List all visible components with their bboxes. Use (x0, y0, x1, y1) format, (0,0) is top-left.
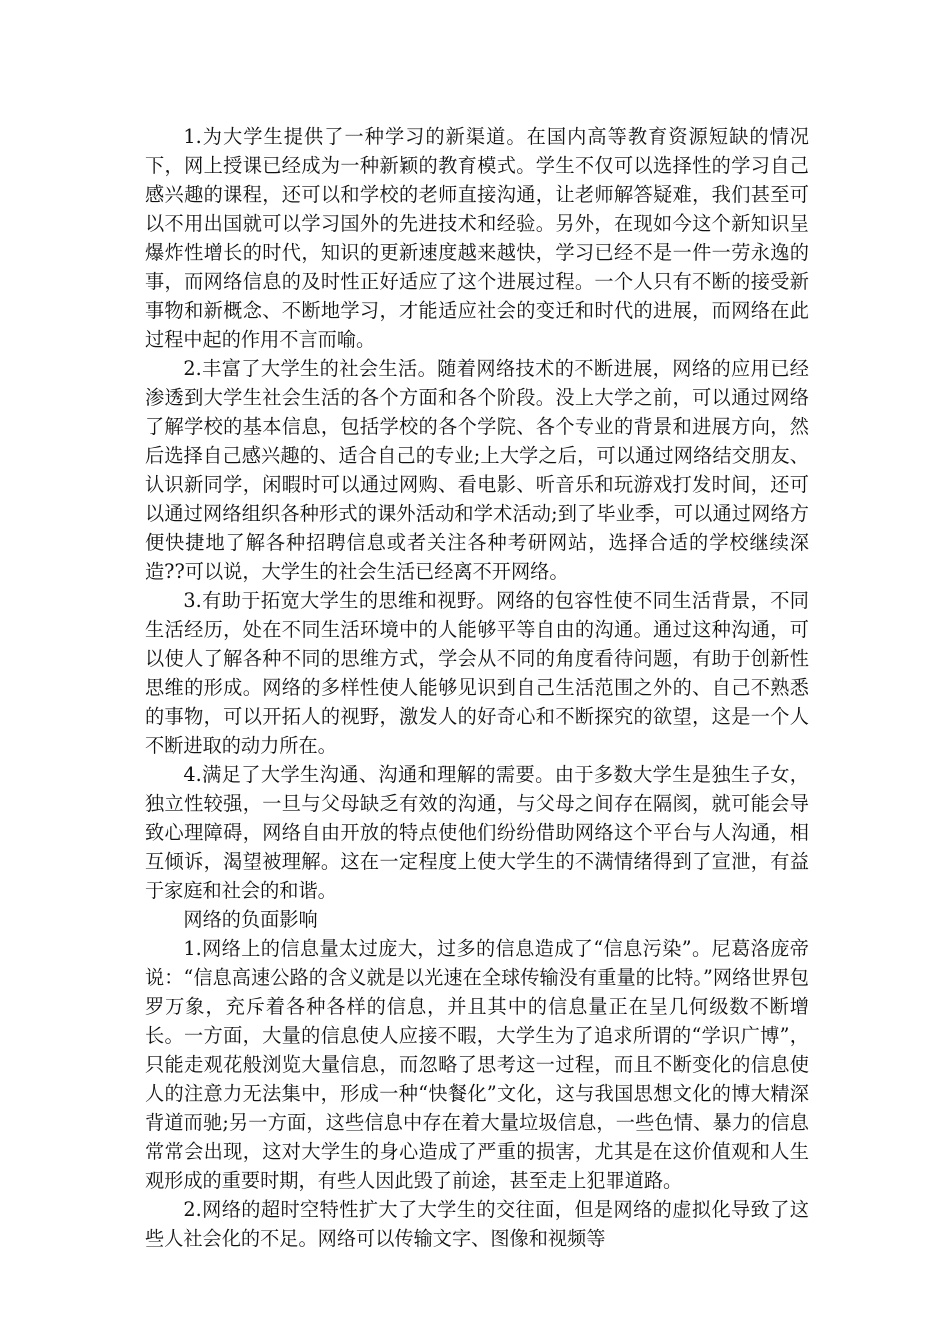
paragraph-2: 2.丰富了大学生的社会生活。随着网络技术的不断进展，网络的应用已经渗透到大学生社会生活的各个方面和各个阶段。没上大学之前，可以通过网络了解学校的基本信息，包括学校的各个学院、各个专业的背景和进展方向，然后选择自己感兴趣的、适合自己的专业;上大学之后，可以通过网络结交朋友、认识新同学，闲暇时可以通过网购、看电影、听音乐和玩游戏打发时间，还可以通过网络组织各种形式的课外活动和学术活动;到了毕业季，可以通过网络方便快捷地了解各种招聘信息或者关注各种考研网站，选择合适的学校继续深造??可以说，大学生的社会生活已经离不开网络。 (145, 357, 809, 583)
paragraph-3: 3.有助于拓宽大学生的思维和视野。网络的包容性使不同生活背景，不同生活经历，处在不同生活环境中的人能够平等自由的沟通。通过这种沟通，可以使人了解各种不同的思维方式，学会从不同的角度看待问题，有助于创新性思维的形成。网络的多样性使人能够见识到自己生活范围之外的、自己不熟悉的事物，可以开拓人的视野，激发人的好奇心和不断探究的欲望，这是一个人不断进取的动力所在。 (145, 589, 809, 757)
section-heading: 网络的负面影响 (183, 908, 318, 931)
paragraph-4: 4.满足了大学生沟通、沟通和理解的需要。由于多数大学生是独生子女，独立性较强，一旦与父母缺乏有效的沟通，与父母之间存在隔阂，就可能会导致心理障碍，网络自由开放的特点使他们纷纷借助网络这个平台与人沟通，相互倾诉，渴望被理解。这在一定程度上使大学生的不满情绪得到了宣泄，有益于家庭和社会的和谐。 (145, 763, 809, 902)
paragraph-5: 1.网络上的信息量太过庞大，过多的信息造成了“信息污染”。尼葛洛庞帝说：“信息高速公路的含义就是以光速在全球传输没有重量的比特。”网络世界包罗万象，充斥着各种各样的信息，并且其中的信息量正在呈几何级数不断增长。一方面，大量的信息使人应接不暇，大学生为了追求所谓的“学识广博”，只能走观花般浏览大量信息，而忽略了思考这一过程，而且不断变化的信息使人的注意力无法集中，形成一种“快餐化”文化，这与我国思想文化的博大精深背道而驰;另一方面，这些信息中存在着大量垃圾信息，一些色情、暴力的信息常常会出现，这对大学生的身心造成了严重的损害，尤其是在这价值观和人生观形成的重要时期，有些人因此毁了前途，甚至走上犯罪道路。 (145, 937, 809, 1192)
paragraph-1: 1.为大学生提供了一种学习的新渠道。在国内高等教育资源短缺的情况下，网上授课已经成为一种新颖的教育模式。学生不仅可以选择性的学习自己感兴趣的课程，还可以和学校的老师直接沟通，让老师解答疑难，我们甚至可以不用出国就可以学习国外的先进技术和经验。另外，在现如今这个新知识呈爆炸性增长的时代，知识的更新速度越来越快，学习已经不是一件一劳永逸的事，而网络信息的及时性正好适应了这个进展过程。一个人只有不断的接受新事物和新概念、不断地学习，才能适应社会的变迁和时代的进展，而网络在此过程中起的作用不言而喻。 (145, 125, 809, 351)
paragraph-6: 2.网络的超时空特性扩大了大学生的交往面，但是网络的虚拟化导致了这些人社会化的不足。网络可以传输文字、图像和视频等 (145, 1198, 809, 1250)
document-page (145, 122, 809, 1253)
